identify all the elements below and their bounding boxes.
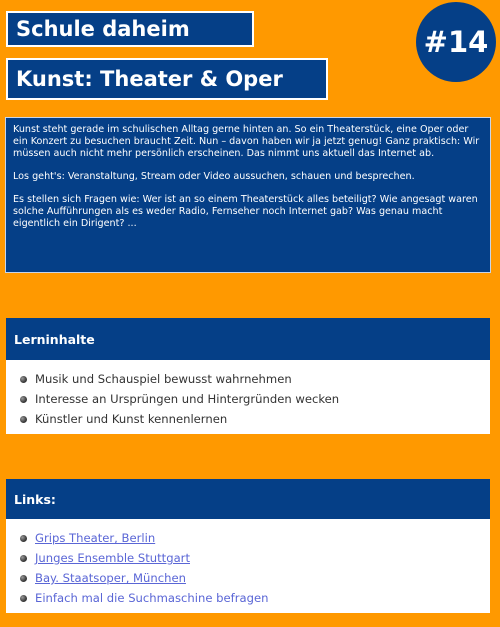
list-item-text: Musik und Schauspiel bewusst wahrnehmen [35, 372, 292, 386]
lerninhalte-list [6, 360, 490, 429]
lerninhalte-heading: Lerninhalte [6, 318, 490, 360]
link-junges-ensemble[interactable]: Junges Ensemble Stuttgart [35, 551, 190, 565]
list-item [20, 528, 490, 548]
page-title: Schule daheim [6, 11, 254, 47]
bullet-icon [20, 595, 27, 602]
bullet-icon [20, 416, 27, 423]
list-item [20, 588, 490, 608]
list-item-text: Künstler und Kunst kennenlernen [35, 412, 228, 426]
intro-paragraph: Kunst steht gerade im schulischen Alltag gerne hinten an. So ein Theaterstück, eine Oper oder ein Konzert zu besuchen braucht Zeit. Nun – davon haben wir ja jetzt genug! Ganz praktisch: Wir müssen auch nicht mehr persönlich erscheinen. Das nimmt uns aktuell das Internet ab. [13, 124, 480, 159]
list-item [20, 389, 490, 409]
lerninhalte-section [6, 318, 490, 434]
list-item [20, 568, 490, 588]
bullet-icon [20, 555, 27, 562]
links-heading: Links: [6, 479, 490, 519]
bullet-icon [20, 376, 27, 383]
links-list [6, 519, 490, 608]
link-staatsoper[interactable]: Bay. Staatsoper, München [35, 571, 186, 585]
intro-paragraph: Los geht's: Veranstaltung, Stream oder Video aussuchen, schauen und besprechen. [13, 171, 415, 182]
bullet-icon [20, 535, 27, 542]
list-item [20, 409, 490, 429]
bullet-icon [20, 575, 27, 582]
link-grips-theater[interactable]: Grips Theater, Berlin [35, 531, 156, 545]
list-item [20, 548, 490, 568]
page-subtitle: Kunst: Theater & Oper [6, 58, 328, 100]
intro-panel [5, 117, 491, 273]
issue-number-badge: #14 [416, 2, 496, 82]
list-item [20, 369, 490, 389]
bullet-icon [20, 396, 27, 403]
list-item-text: Interesse an Ursprüngen und Hintergründen wecken [35, 392, 340, 406]
search-engine-hint: Einfach mal die Suchmaschine befragen [35, 591, 269, 605]
intro-paragraph: Es stellen sich Fragen wie: Wer ist an so einem Theaterstück alles beteiligt? Wie angesagt waren solche Aufführungen als es weder Radio, Fernseher noch Internet gab? Was genau macht eigentlich ein Dirigent? ... [13, 194, 478, 229]
links-section [6, 479, 490, 613]
